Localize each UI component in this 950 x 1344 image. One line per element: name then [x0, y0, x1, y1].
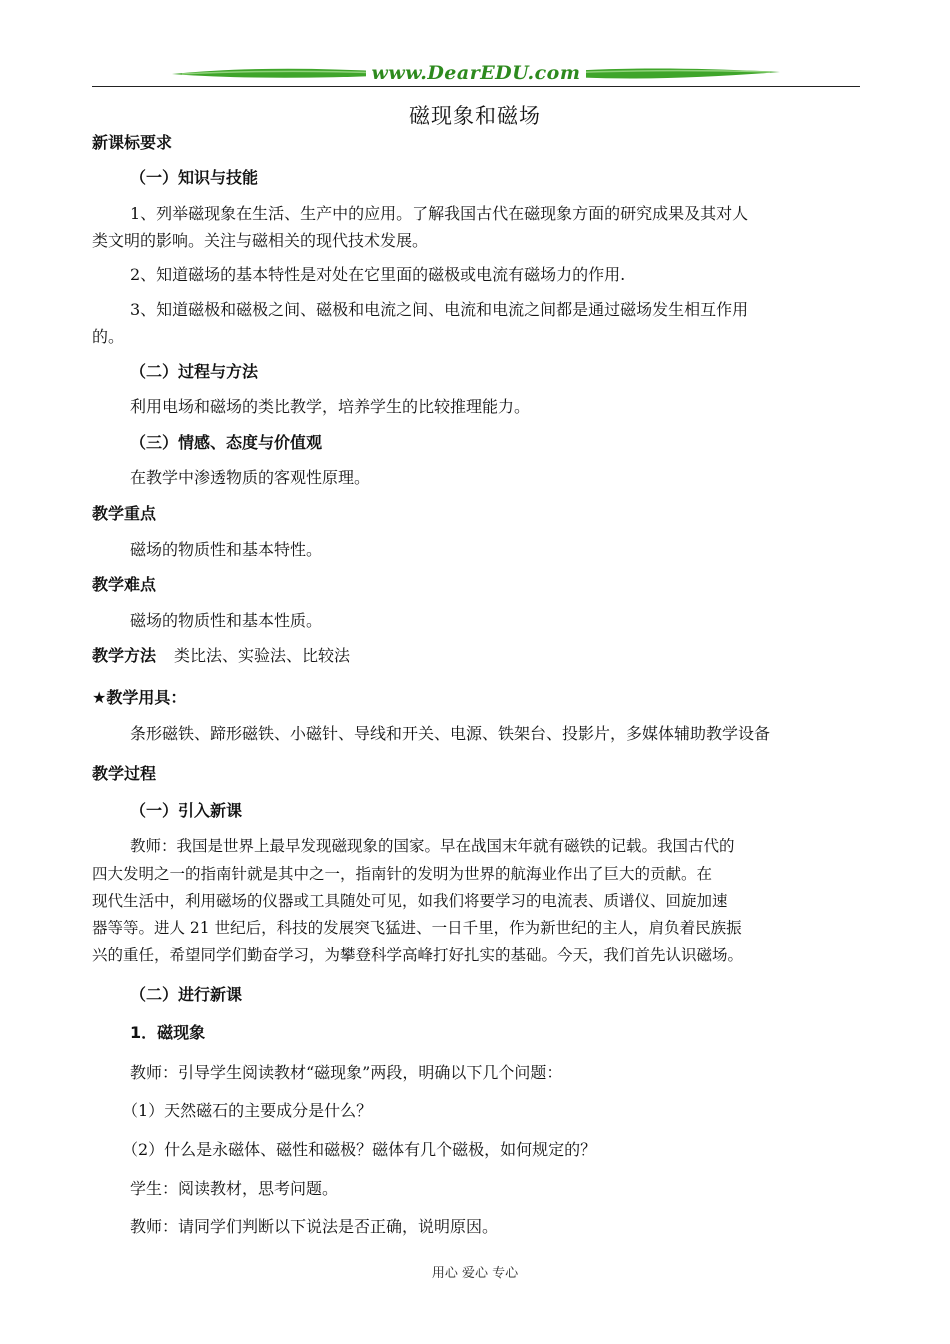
- heading-teaching-tools: ★教学用具：: [92, 688, 187, 707]
- subheading-attitude: （三）情感、态度与价值观: [130, 433, 323, 452]
- paragraph-line: 兴的重任，希望同学们勤奋学习，为攀登科学高峰打好扎实的基础。今天，我们首先认识磁场。: [92, 946, 744, 964]
- page-footer: 用心 爱心 专心: [431, 1266, 519, 1281]
- subheading-knowledge: （一）知识与技能: [130, 168, 259, 187]
- paragraph-line: 磁场的物质性和基本性质。: [130, 611, 323, 630]
- page-title: 磁现象和磁场: [409, 104, 541, 128]
- subheading-new-lesson: （二）进行新课: [130, 985, 243, 1004]
- header-rule: [92, 86, 860, 87]
- subheading-intro: （一）引入新课: [130, 801, 243, 820]
- heading-key-points: 教学重点: [92, 504, 157, 523]
- subheading-magnetic-phenomena: 1．磁现象: [130, 1023, 206, 1042]
- paragraph-line: 器等等。进人 21 世纪后，科技的发展突飞猛进、一日千里，作为新世纪的主人，肩负着民族振: [92, 919, 742, 937]
- paragraph-line: 教师：请同学们判断以下说法是否正确，说明原因。: [130, 1217, 499, 1236]
- paragraph-line: 利用电场和磁场的类比教学，培养学生的比较推理能力。: [130, 397, 531, 416]
- paragraph-line: 类文明的影响。关注与磁相关的现代技术发展。: [92, 231, 429, 250]
- page-header: [92, 58, 860, 90]
- header-site-text: www.DearEDU.com: [366, 62, 587, 84]
- paragraph-line: 学生：阅读教材，思考问题。: [130, 1179, 339, 1198]
- paragraph-line: 四大发明之一的指南针就是其中之一，指南针的发明为世界的航海业作出了巨大的贡献。在: [92, 865, 713, 883]
- heading-difficult-points: 教学难点: [92, 575, 157, 594]
- heading-teaching-method: 教学方法: [92, 646, 157, 665]
- paragraph-line: 2、知道磁场的基本特性是对处在它里面的磁极或电流有磁场力的作用.: [130, 265, 626, 284]
- paragraph-line: 在教学中渗透物质的客观性原理。: [130, 468, 371, 487]
- question-line: （1）天然磁石的主要成分是什么？: [122, 1101, 373, 1120]
- paragraph-line: 现代生活中，利用磁场的仪器或工具随处可见，如我们将要学习的电流表、质谱仪、回旋加速: [92, 892, 728, 910]
- paragraph-line: 教师：我国是世界上最早发现磁现象的国家。早在战国末年就有磁铁的记载。我国古代的: [130, 837, 735, 855]
- subheading-process: （二）过程与方法: [130, 362, 259, 381]
- paragraph-line: 的。: [92, 327, 125, 346]
- paragraph-line: 3、知道磁极和磁极之间、磁极和电流之间、电流和电流之间都是通过磁场发生相互作用: [130, 300, 749, 319]
- paragraph-line: 磁场的物质性和基本特性。: [130, 540, 323, 559]
- teaching-method-line: [92, 643, 862, 666]
- paragraph-line: 教师：引导学生阅读教材“磁现象”两段，明确以下几个问题：: [130, 1063, 563, 1082]
- paragraph-line: 条形磁铁、蹄形磁铁、小磁针、导线和开关、电源、铁架台、投影片，多媒体辅助教学设备: [130, 724, 771, 743]
- paragraph-line: 1、列举磁现象在生活、生产中的应用。了解我国古代在磁现象方面的研究成果及其对人: [130, 204, 749, 223]
- question-line: （2）什么是永磁体、磁性和磁极？磁体有几个磁极，如何规定的？: [122, 1140, 597, 1159]
- heading-teaching-process: 教学过程: [92, 764, 157, 783]
- teaching-method-text: 类比法、实验法、比较法: [174, 646, 351, 665]
- heading-standards: 新课标要求: [92, 133, 173, 152]
